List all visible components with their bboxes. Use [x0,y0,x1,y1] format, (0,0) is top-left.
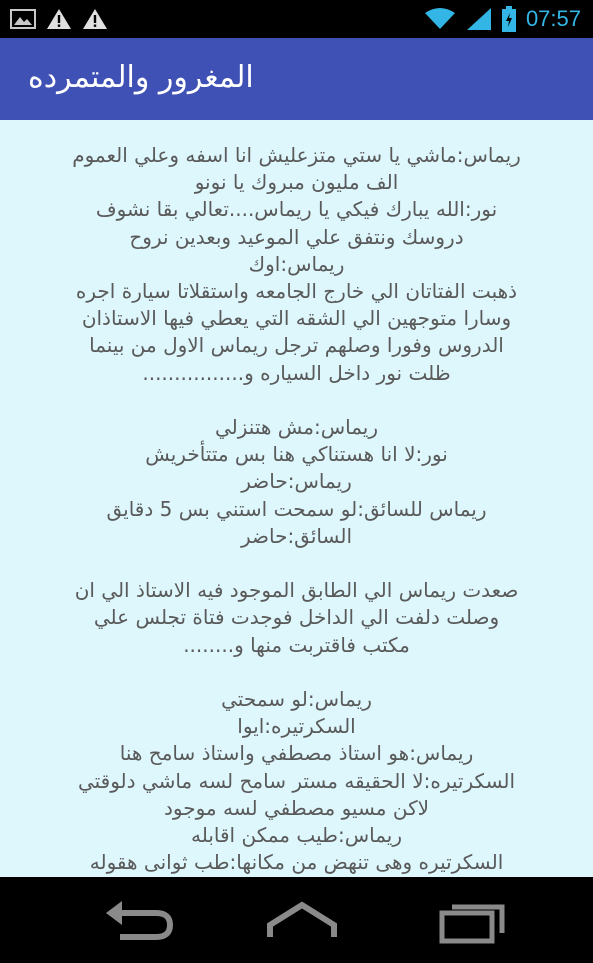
story-line: ريماس:مش هتنزلي [214,415,379,440]
story-line: ريماس:هو استاذ مصطفي واستاذ سامح هنا [119,741,474,766]
story-line: نور:لا انا هستناكي هنا بس متتأخريش [145,442,448,467]
story-line: وصلت دلفت الي الداخل فوجدت فتاة تجلس علي [93,605,500,630]
image-icon [10,8,36,30]
story-line: نور:الله يبارك فيكي يا ريماس....تعالي بقا نشوف [95,197,498,222]
story-line: ريماس:ماشي يا ستي متزعليش انا اسفه وعلي العموم [72,143,521,167]
story-line: مكتب فاقتربت منها و........ [183,632,410,657]
wifi-icon [424,7,456,31]
back-icon[interactable] [100,895,180,945]
navigation-bar [0,877,593,963]
story-line: السائق:حاضر [240,523,353,548]
story-line [18,659,575,686]
story-line: الف مليون مبروك يا نونو [194,170,399,195]
warning-icon [46,8,72,30]
story-line: السكرتيره وهى تنهض من مكانها:طب ثوانى هقوله [89,850,504,875]
status-bar [0,0,593,38]
story-line: وسارا متوجهين الي الشقه التي يعطي فيها الاستاذان [81,306,512,331]
signal-icon [466,7,492,31]
story-line [18,550,575,577]
app-title: المغرور والمتمرده [28,60,254,95]
home-icon[interactable] [262,895,342,945]
battery-icon [502,6,516,32]
clock: 07:57 [525,6,581,31]
warning-icon [82,8,108,30]
system-icons [424,6,581,32]
story-line: ريماس:طيب ممكن اقابله [190,823,402,848]
story-line: صعدت ريماس الي الطابق الموجود فيه الاستاذ الي ان [74,578,519,603]
story-line: السكرتيره:لا الحقيقه مستر سامح لسه ماشي دلوقتي [77,768,516,793]
story-line: ذهبت الفتاتان الي خارج الجامعه واستقلاتا سيارة اجره [75,279,518,304]
story-line: ريماس:اوك [248,251,345,276]
action-bar [0,38,593,120]
story-line: ريماس:حاضر [241,469,352,494]
story-content[interactable] [0,120,593,877]
story-text [18,142,575,876]
story-line [18,387,575,414]
story-line: السكرتيره:ايوا [237,714,356,739]
story-line: ريماس:لو سمحتي [221,687,372,712]
story-line: ظلت نور داخل السياره و................ [142,360,451,385]
story-line: ريماس للسائق:لو سمحت استني بس 5 دقايق [106,496,487,521]
recent-apps-icon[interactable] [432,895,512,945]
story-line: دروسك ونتفق علي الموعيد وبعدين نروح [129,224,464,249]
notification-icons [10,8,108,30]
story-line: لاكن مسيو مصطفي لسه موجود [163,795,430,820]
story-line: الدروس وفورا وصلهم ترجل ريماس الاول من بينما [89,333,504,358]
